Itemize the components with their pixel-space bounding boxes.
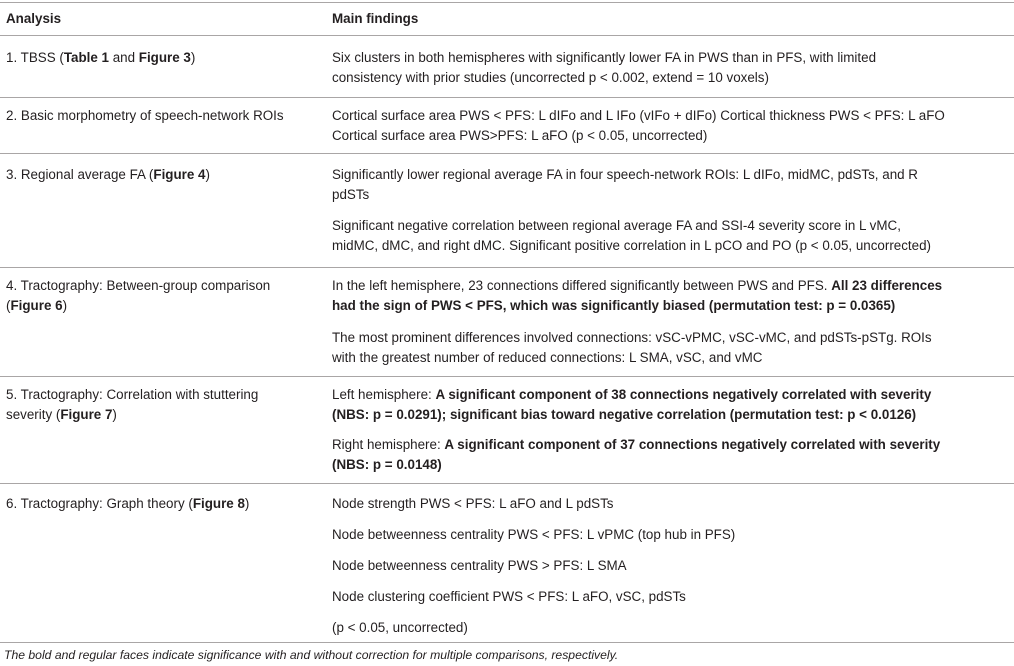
findings-cell: Left hemisphere: A significant component of 38 connections negatively correlated with severity (NBS: p = 0.0291); significant bias toward negative correlation (permutation test: p < 0.0126) Right hemisphere: A significant component of 37 connections negatively correlated with severity (NBS: p = 0.0148) <box>332 387 941 472</box>
analysis-cell: 2. Basic morphometry of speech-network ROIs <box>6 108 284 123</box>
table-row <box>0 377 1014 484</box>
header-main-findings: Main findings <box>332 11 419 26</box>
analysis-cell: 5. Tractography: Correlation with stuttering severity (Figure 7) <box>6 387 259 422</box>
table-footnote: The bold and regular faces indicate significance with and without correction for multiple comparisons, respectively. <box>4 648 619 662</box>
analysis-cell: 4. Tractography: Between-group comparison (Figure 6) <box>6 278 271 313</box>
figure-ref: Figure 4 <box>153 167 206 182</box>
findings-cell: In the left hemisphere, 23 connections differed significantly between PWS and PFS. All 23 differences had the sign of PWS < PFS, which was significantly biased (permutation test: p = 0.0365) The most prominent differences involved connections: vSC-vPMC, vSC-vMC, and pdSTs-pSTg. ROIs with the greatest number of reduced connections: L SMA, vSC, and vMC <box>332 278 943 365</box>
analysis-cell: 6. Tractography: Graph theory (Figure 8) <box>6 496 250 511</box>
table-row <box>0 36 1014 98</box>
table-row <box>0 98 1014 154</box>
table-row <box>0 268 1014 377</box>
findings-cell: Six clusters in both hemispheres with significantly lower FA in PWS than in PFS, with limited consistency with prior studies (uncorrected p < 0.002, extend = 10 voxels) <box>332 50 877 85</box>
findings-cell: Node strength PWS < PFS: L aFO and L pdSTs Node betweenness centrality PWS < PFS: L vPMC (top hub in PFS) Node betweenness centrality PWS > PFS: L SMA Node clustering coefficient PWS < PFS: L aFO, vSC, pdSTs (p < 0.05, uncorrected) <box>332 496 736 635</box>
figure-ref: Figure 3 <box>138 50 191 65</box>
table-ref: Table 1 <box>63 50 109 65</box>
analysis-cell: 1. TBSS (Table 1 and Figure 3) <box>6 50 196 65</box>
table-row <box>0 154 1014 268</box>
figure-ref: Figure 8 <box>192 496 245 511</box>
findings-cell: Cortical surface area PWS < PFS: L dIFo and L IFo (vIFo + dIFo) Cortical thickness PWS < PFS: L aFO Cortical surface area PWS>PFS: L aFO (p < 0.05, uncorrected) <box>332 108 945 143</box>
findings-cell: Significantly lower regional average FA in four speech-network ROIs: L dIFo, midMC, pdSTs, and R pdSTs Significant negative correlation between regional average FA and SSI-4 severity score in L vMC, midMC, dMC, and right dMC. Significant positive correlation in L pCO and PO (p < 0.05, uncorrected) <box>332 167 932 253</box>
table-header <box>0 3 1014 36</box>
figure-ref: Figure 6 <box>10 298 63 313</box>
table-row <box>0 484 1014 643</box>
findings-table <box>0 2 1014 643</box>
analysis-cell: 3. Regional average FA (Figure 4) <box>6 167 210 182</box>
header-analysis: Analysis <box>6 11 62 26</box>
figure-ref: Figure 7 <box>60 407 113 422</box>
